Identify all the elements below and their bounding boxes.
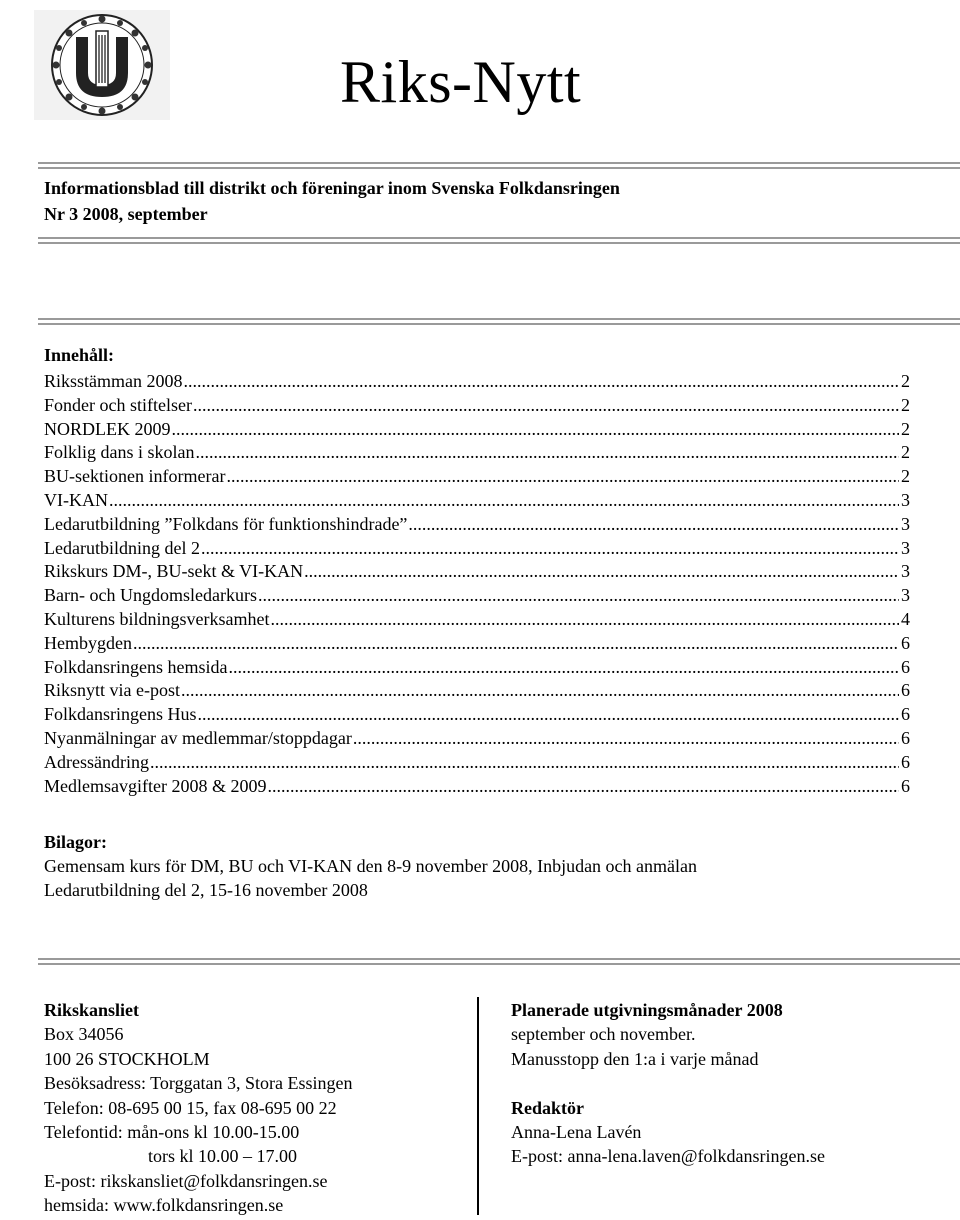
table-of-contents bbox=[44, 371, 910, 799]
toc-item bbox=[44, 442, 910, 466]
toc-page: 3 bbox=[901, 513, 910, 534]
toc-leader bbox=[133, 633, 899, 654]
appendix-line: Ledarutbildning del 2, 15-16 november 2008 bbox=[44, 880, 368, 900]
toc-page: 6 bbox=[901, 656, 910, 677]
toc-leader bbox=[228, 657, 899, 678]
toc-page: 6 bbox=[901, 680, 910, 701]
folkdansringen-emblem-icon bbox=[34, 10, 170, 120]
toc-page: 6 bbox=[901, 775, 910, 796]
toc-item bbox=[44, 514, 910, 538]
toc-label: Rikskurs DM-, BU-sekt & VI-KAN bbox=[44, 561, 304, 582]
office-phone: Telefon: 08-695 00 15, fax 08-695 00 22 bbox=[44, 1097, 337, 1118]
newsletter-title: Riks-Nytt bbox=[340, 49, 582, 115]
toc-label: Kulturens bildningsverksamhet bbox=[44, 608, 270, 629]
column-divider bbox=[477, 997, 479, 1215]
toc-item bbox=[44, 657, 910, 681]
toc-page: 4 bbox=[901, 608, 910, 629]
toc-leader bbox=[198, 704, 900, 725]
toc-page: 6 bbox=[901, 632, 910, 653]
toc-item bbox=[44, 633, 910, 657]
toc-item bbox=[44, 585, 910, 609]
toc-page: 3 bbox=[901, 537, 910, 558]
toc-page: 2 bbox=[901, 442, 910, 463]
toc-item bbox=[44, 728, 910, 752]
toc-label: Medlemsavgifter 2008 & 2009 bbox=[44, 775, 267, 796]
office-email[interactable]: E-post: rikskansliet@folkdansringen.se bbox=[44, 1170, 328, 1191]
toc-label: Ledarutbildning del 2 bbox=[44, 537, 200, 558]
manuscript-deadline: Manusstopp den 1:a i varje månad bbox=[511, 1048, 759, 1069]
footer-divider bbox=[38, 958, 960, 965]
toc-label: Fonder och stiftelser bbox=[44, 394, 192, 415]
office-website[interactable]: hemsida: www.folkdansringen.se bbox=[44, 1195, 284, 1216]
spacer bbox=[511, 1073, 825, 1097]
toc-label: Adressändring bbox=[44, 751, 149, 772]
toc-page: 3 bbox=[901, 489, 910, 510]
appendices-heading: Bilagor: bbox=[44, 832, 107, 852]
planned-heading: Planerade utgivningsmånader 2008 bbox=[511, 1000, 783, 1020]
header-divider bbox=[38, 162, 960, 169]
toc-leader bbox=[270, 609, 899, 630]
toc-page: 2 bbox=[901, 418, 910, 439]
planned-months: september och november. bbox=[511, 1024, 696, 1045]
toc-item bbox=[44, 490, 910, 514]
toc-item bbox=[44, 776, 910, 800]
toc-leader bbox=[109, 490, 899, 511]
office-postal: 100 26 STOCKHOLM bbox=[44, 1048, 210, 1069]
toc-item bbox=[44, 538, 910, 562]
toc-leader bbox=[201, 538, 899, 559]
office-heading: Rikskansliet bbox=[44, 1000, 140, 1020]
toc-leader bbox=[181, 680, 899, 701]
editor-heading: Redaktör bbox=[511, 1097, 584, 1118]
toc-item bbox=[44, 466, 910, 490]
toc-leader bbox=[184, 371, 900, 392]
toc-page: 6 bbox=[901, 704, 910, 725]
toc-leader bbox=[304, 561, 899, 582]
office-box: Box 34056 bbox=[44, 1024, 124, 1045]
toc-item bbox=[44, 680, 910, 704]
toc-page: 3 bbox=[901, 561, 910, 582]
office-contact bbox=[44, 1000, 353, 1220]
toc-leader bbox=[196, 442, 899, 463]
toc-page: 6 bbox=[901, 751, 910, 772]
toc-leader bbox=[193, 395, 899, 416]
contents-heading: Innehåll: bbox=[44, 345, 115, 365]
publication-info bbox=[511, 1000, 825, 1171]
toc-page: 6 bbox=[901, 727, 910, 748]
toc-item bbox=[44, 609, 910, 633]
toc-label: Riksstämman 2008 bbox=[44, 371, 183, 391]
toc-label: Folkdansringens hemsida bbox=[44, 656, 228, 677]
appendix-line: Gemensam kurs för DM, BU och VI-KAN den 8-9 november 2008, Inbjudan och anmälan bbox=[44, 856, 698, 876]
toc-leader bbox=[150, 752, 899, 773]
toc-item bbox=[44, 371, 910, 395]
newsletter-subtitle: Informationsblad till distrikt och föreningar inom Svenska Folkdansringen bbox=[44, 178, 620, 198]
editor-name: Anna-Lena Lavén bbox=[511, 1121, 642, 1142]
toc-page: 3 bbox=[901, 585, 910, 606]
toc-label: Ledarutbildning ”Folkdans för funktionshindrade” bbox=[44, 513, 408, 534]
office-hours-thursday: tors kl 10.00 – 17.00 bbox=[148, 1146, 298, 1167]
office-visit-address: Besöksadress: Torggatan 3, Stora Essingen bbox=[44, 1073, 353, 1094]
toc-item bbox=[44, 561, 910, 585]
toc-label: NORDLEK 2009 bbox=[44, 418, 171, 439]
toc-leader bbox=[353, 728, 899, 749]
contents-divider bbox=[38, 318, 960, 325]
toc-item bbox=[44, 419, 910, 443]
toc-leader bbox=[408, 514, 899, 535]
toc-label: Riksnytt via e-post bbox=[44, 680, 180, 701]
toc-label: Nyanmälningar av medlemmar/stoppdagar bbox=[44, 727, 352, 748]
toc-label: Folkdansringens Hus bbox=[44, 704, 197, 725]
toc-item bbox=[44, 395, 910, 419]
toc-leader bbox=[226, 466, 899, 487]
toc-page: 2 bbox=[901, 371, 910, 391]
toc-page: 2 bbox=[901, 466, 910, 487]
toc-leader bbox=[172, 419, 900, 440]
toc-label: BU-sektionen informerar bbox=[44, 466, 226, 487]
toc-page: 2 bbox=[901, 394, 910, 415]
toc-leader bbox=[258, 585, 899, 606]
subtitle-divider bbox=[38, 237, 960, 244]
toc-leader bbox=[267, 776, 899, 797]
toc-label: Hembygden bbox=[44, 632, 132, 653]
toc-item bbox=[44, 704, 910, 728]
toc-item bbox=[44, 752, 910, 776]
toc-label: VI-KAN bbox=[44, 489, 108, 510]
issue-number: Nr 3 2008, september bbox=[44, 204, 208, 224]
office-hours: Telefontid: mån-ons kl 10.00-15.00 bbox=[44, 1121, 300, 1142]
toc-label: Folklig dans i skolan bbox=[44, 442, 195, 463]
toc-label: Barn- och Ungdomsledarkurs bbox=[44, 585, 257, 606]
editor-email[interactable]: E-post: anna-lena.laven@folkdansringen.se bbox=[511, 1146, 825, 1167]
